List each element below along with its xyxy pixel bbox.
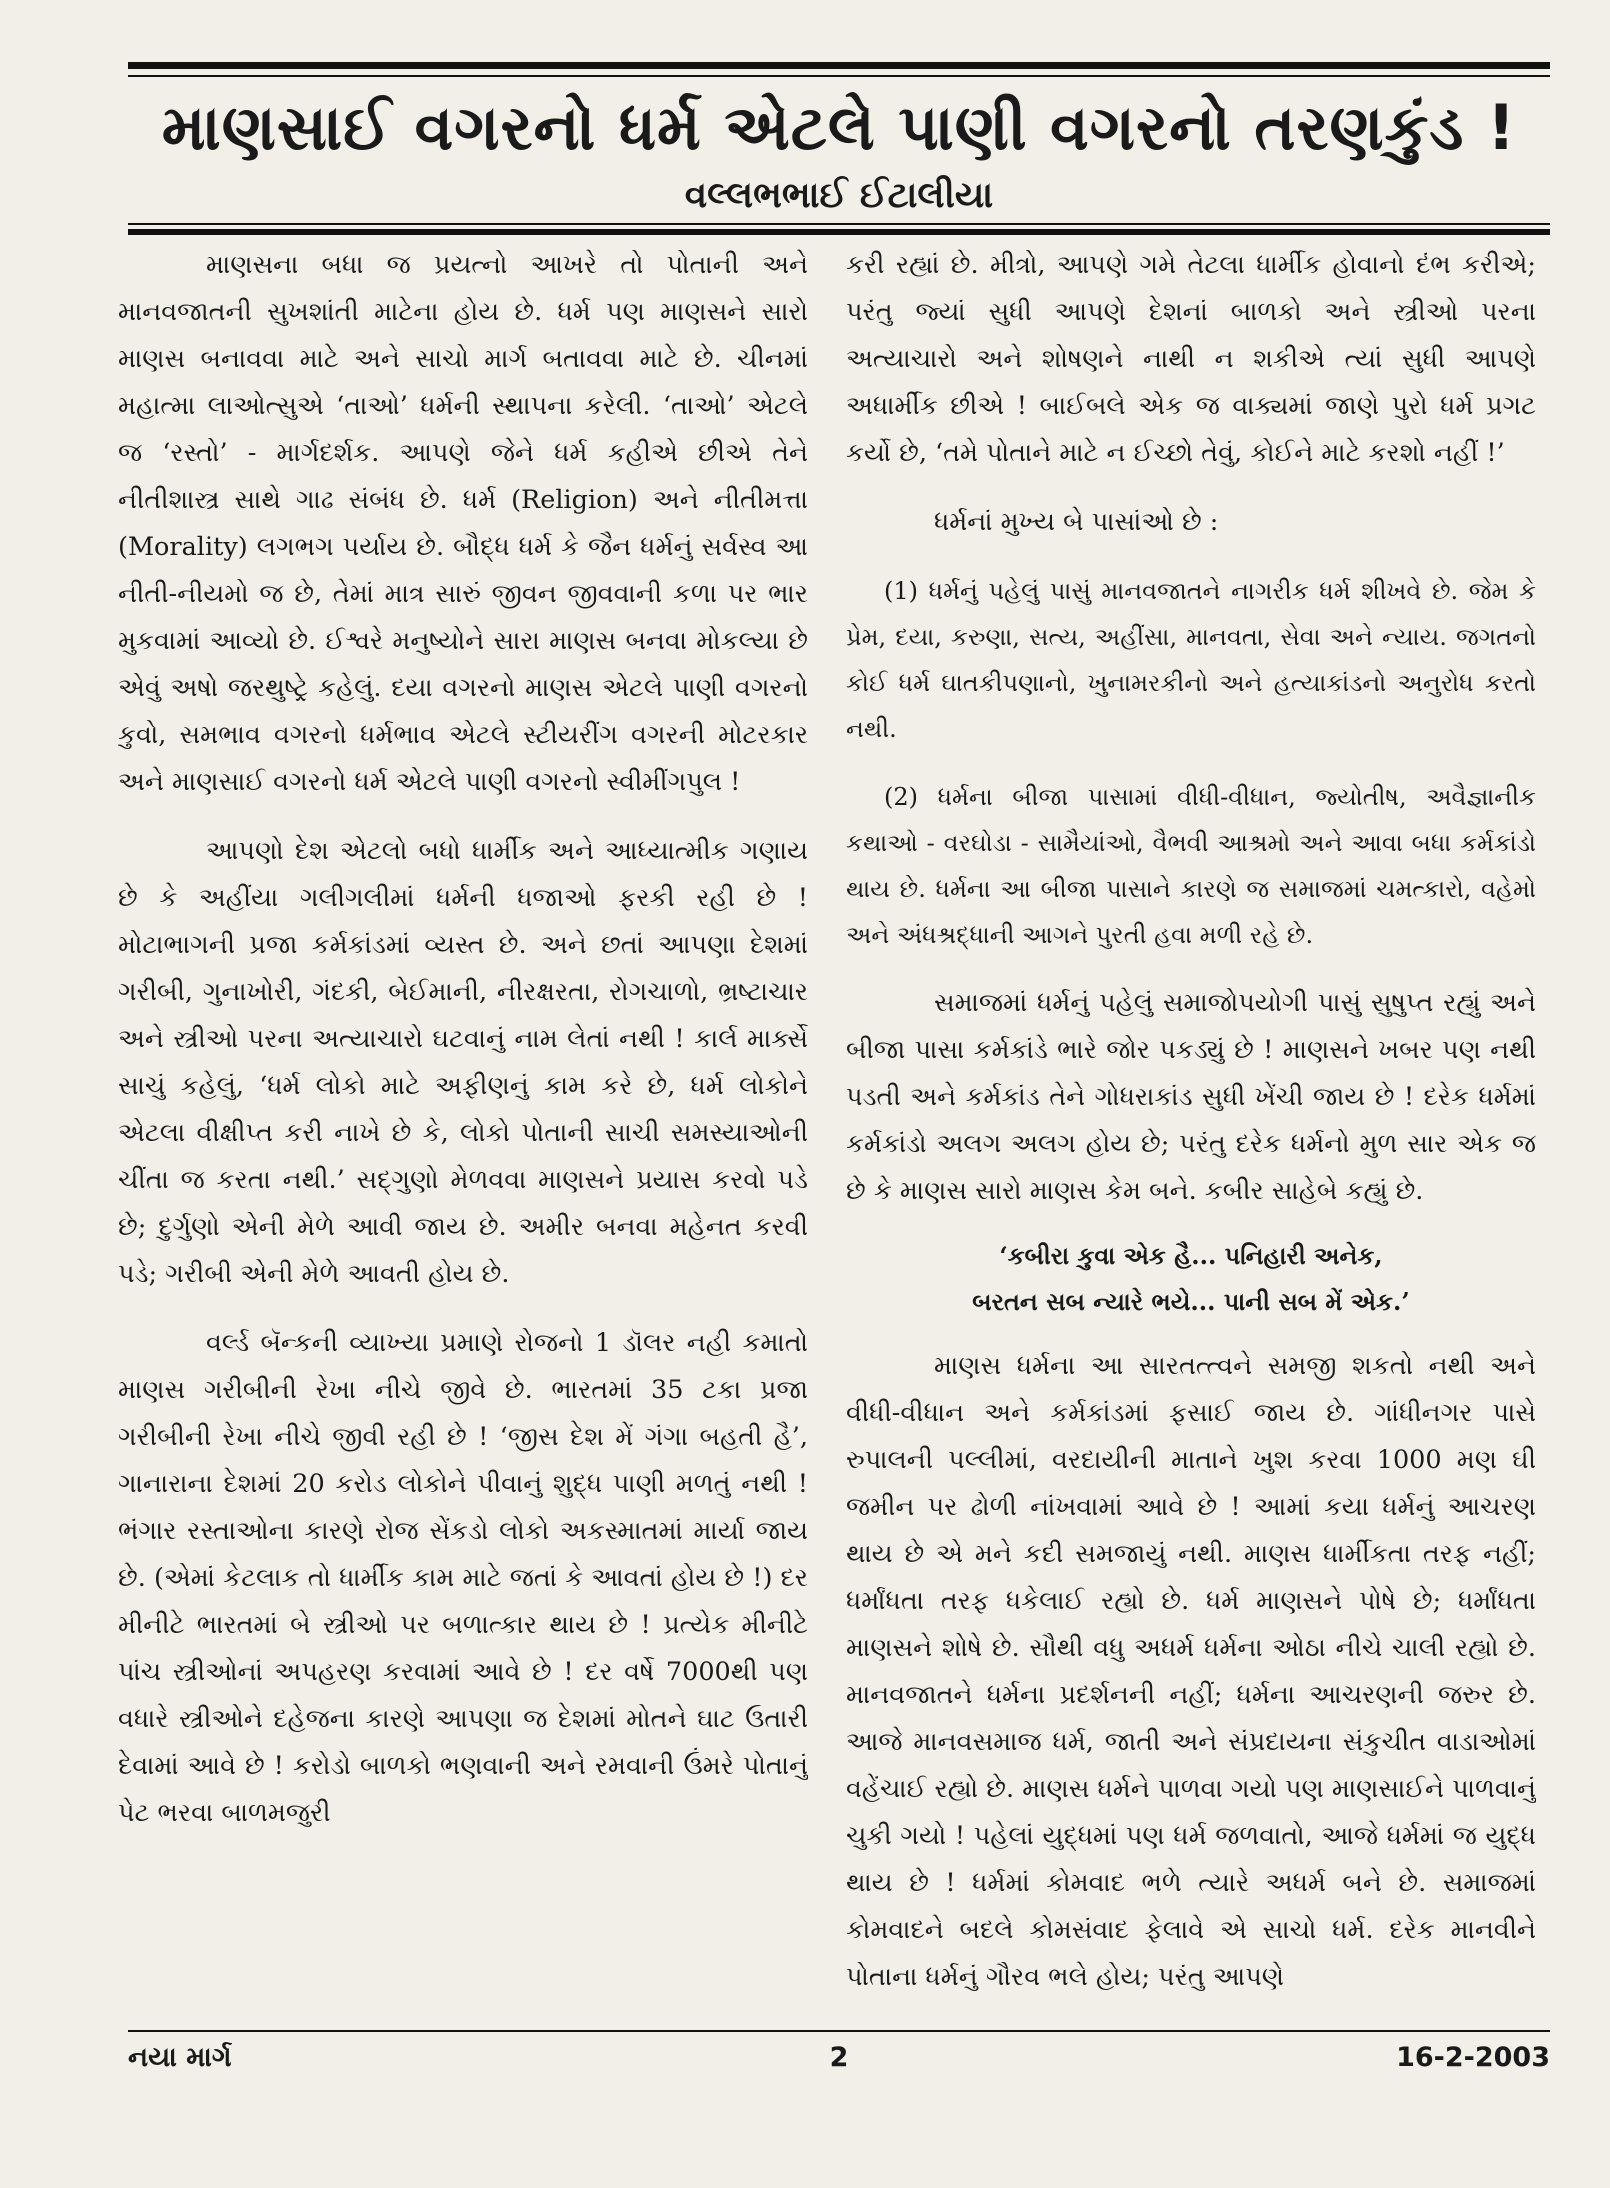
paragraph-country: આપણો દેશ એટલો બધો ધાર્મીક અને આધ્યાત્મીક ગણાય છે કે અહીંયા ગલીગલીમાં ધર્મની ધજાઓ ફરકી રહી છે ! મોટાભાગની પ્રજા કર્મકાંડમાં વ્યસ્ત છે. અને છતાં આપણા દેશમાં ગરીબી, ગુનાખોરી, ગંદકી, બેઈમાની, નીરક્ષરતા, રોગચાળો, ભ્રષ્ટાચાર અને સ્ત્રીઓ પરના અત્યાચારો ઘટવાનું નામ લેતાં નથી ! કાર્લ માર્ક્સે સાચું કહેલું, ‘ધર્મ લોકો માટે અફીણનું કામ કરે છે, ધર્મ લોકોને એટલા વીક્ષીપ્ત કરી નાખે છે કે, લોકો પોતાની સાચી સમસ્યાઓની ચીંતા જ કરતા નથી.’ સદ્‌ગુણો મેળવવા માણસને પ્રયાસ કરવો પડે છે; દુર્ગુણો એની મેળે આવી જાય છે. અમીર બનવા મહેનત કરવી પડે; ગરીબી એની મેળે આવતી હોય છે. <box>118 836 808 1289</box>
right-column <box>846 242 1536 2022</box>
title-rule-thick <box>128 229 1550 235</box>
article-title: માણસાઈ વગરનો ધર્મ એટલે પાણી વગરનો તરણકુંડ ! <box>161 91 1517 164</box>
paragraph-essence: માણસ ધર્મના આ સારતત્ત્વને સમજી શકતો નથી અને વીધી-વીધાન અને કર્મકાંડમાં ફસાઈ જાય છે. ગાંધીનગર પાસે રુપાલની પલ્લીમાં, વરદાયીની માતાને ખુશ કરવા 1000 મણ ઘી જમીન પર ઢોળી નાંખવામાં આવે છે ! આમાં કયા ધર્મનું આચરણ થાય છે એ મને કદી સમજાયું નથી. માણસ ધાર્મીકતા તરફ નહીં; ધર્માંધતા તરફ ધકેલાઈ રહ્યો છે. ધર્મ માણસને પોષે છે; ધર્માંધતા માણસને શોષે છે. સૌથી વધુ અધર્મ ધર્મના ઓઠા નીચે ચાલી રહ્યો છે. માનવજાતને ધર્મના પ્રદર્શનની નહીં; ધર્મના આચરણની જરુર છે. આજે માનવસમાજ ધર્મ, જાતી અને સંપ્રદાયના સંકુચીત વાડાઓમાં વહેંચાઈ રહ્યો છે. માણસ ધર્મને પાળવા ગયો પણ માણસાઈને પાળવાનું ચુકી ગયો ! પહેલાં યુદ્ધમાં પણ ધર્મ જળવાતો, આજે ધર્મમાં જ યુદ્ધ થાય છે ! ધર્મમાં કોમવાદ ભળે ત્યારે અધર્મ બને છે. સમાજમાં કોમવાદને બદલે કોમસંવાદ ફેલાવે એ સાચો ધર્મ. દરેક માનવીને પોતાના ધર્મનું ગૌરવ ભલે હોય; પરંતુ આપણે <box>846 1351 1536 1992</box>
page-number: 2 <box>829 2042 849 2073</box>
publication-name: નયા માર્ગ <box>128 2042 232 2073</box>
top-rule-thin <box>128 75 1550 77</box>
footer-rule <box>128 2030 1550 2032</box>
quote-line: ‘કબીરા કુવા એક હૈ... પનિહારી અનેક, <box>999 1241 1383 1270</box>
paragraph-society: સમાજમાં ધર્મનું પહેલું સમાજોપયોગી પાસું સુષુપ્ત રહ્યું અને બીજા પાસા કર્મકાંડે ભારે જોર પકડ્યું છે ! માણસને ખબર પણ નથી પડતી અને કર્મકાંડ તેને ગોધરાકાંડ સુધી ખેંચી જાય છે ! દરેક ધર્મમાં કર્મકાંડો અલગ અલગ હોય છે; પરંતુ દરેક ધર્મનો મુળ સાર એક જ છે કે માણસ સારો માણસ કેમ બને. કબીર સાહેબે કહ્યું છે. <box>846 988 1536 1206</box>
list-item-aspect-1: (1) ધર્મનું પહેલું પાસું માનવજાતને નાગરીક ધર્મ શીખવે છે. જેમ કે પ્રેમ, દયા, કરુણા, સત્ય, અહીંસા, માનવતા, સેવા અને ન્યાય. જગતનો કોઈ ધર્મ ઘાતકીપણાનો, ખુનામરકીનો અને હત્યાકાંડનો અનુરોધ કરતો નથી. <box>846 577 1536 743</box>
paragraph-continuation: કરી રહ્યાં છે. મીત્રો, આપણે ગમે તેટલા ધાર્મીક હોવાનો દંભ કરીએ; પરંતુ જ્યાં સુધી આપણે દેશનાં બાળકો અને સ્ત્રીઓ પરના અત્યાચારો અને શોષણને નાથી ન શકીએ ત્યાં સુધી આપણે અધાર્મીક છીએ ! બાઈબલે એક જ વાક્યમાં જાણે પુરો ધર્મ પ્રગટ કર્યો છે, ‘તમે પોતાને માટે ન ઈચ્છો તેવું, કોઈને માટે કરશો નહીં !’ <box>846 250 1536 468</box>
kabir-quote <box>846 1233 1536 1325</box>
issue-date: 16-2-2003 <box>1396 2042 1550 2073</box>
paragraph-two-aspects: ધર્મનાં મુખ્ય બે પાસાંઓ છે : <box>934 507 1219 537</box>
quote-line: બરતન સબ ન્યારે ભયે... પાની સબ મેં એક.’ <box>972 1287 1410 1316</box>
paragraph-worldbank: વર્લ્ડ બૅન્કની વ્યાખ્યા પ્રમાણે રોજનો 1 ડૉલર નહી કમાતો માણસ ગરીબીની રેખા નીચે જીવે છે. ભારતમાં 35 ટકા પ્રજા ગરીબીની રેખા નીચે જીવી રહી છે ! ‘જીસ દેશ મેં ગંગા બહતી હૈ’, ગાનારાના દેશમાં 20 કરોડ લોકોને પીવાનું શુદ્ધ પાણી મળતું નથી ! ભંગાર રસ્તાઓના કારણે રોજ સેંકડો લોકો અકસ્માતમાં માર્યા જાય છે. (એમાં કેટલાક તો ધાર્મીક કામ માટે જતાં કે આવતાં હોય છે !) દર મીનીટે ભારતમાં બે સ્ત્રીઓ પર બળાત્કાર થાય છે ! પ્રત્યેક મીનીટે પાંચ સ્ત્રીઓનાં અપહરણ કરવામાં આવે છે ! દર વર્ષે 7000થી પણ વધારે સ્ત્રીઓને દહેજના કારણે આપણા જ દેશમાં મોતને ઘાટ ઉતારી દેવામાં આવે છે ! કરોડો બાળકો ભણવાની અને રમવાની ઉંમરે પોતાનું પેટ ભરવા બાળમજુરી <box>118 1328 808 1828</box>
left-column <box>118 242 808 2022</box>
paragraph-intro: માણસના બધા જ પ્રયત્નો આખરે તો પોતાની અને માનવજાતની સુખશાંતી માટેના હોય છે. ધર્મ પણ માણસને સારો માણસ બનાવવા માટે અને સાચો માર્ગ બતાવવા માટે છે. ચીનમાં મહાત્મા લાઓત્સુએ ‘તાઓ’ ધર્મની સ્થાપના કરેલી. ‘તાઓ’ એટલે જ ‘રસ્તો’ - માર્ગદર્શક. આપણે જેને ધર્મ કહીએ છીએ તેને નીતીશાસ્ત્ર સાથે ગાઢ સંબંધ છે. ધર્મ (Religion) અને નીતીમત્તા (Morality) લગભગ પર્યાય છે. બૌદ્ધ ધર્મ કે જૈન ધર્મનું સર્વસ્વ આ નીતી-નીયમો જ છે, તેમાં માત્ર સારું જીવન જીવવાની કળા પર ભાર મુકવામાં આવ્યો છે. ઈશ્વરે મનુષ્યોને સારા માણસ બનવા મોકલ્યા છે એવું અષો જરથુષ્ટ્રે કહેલું. દયા વગરનો માણસ એટલે પાણી વગરનો કુવો, સમભાવ વગરનો ધર્મભાવ એટલે સ્ટીયરીંગ વગરની મોટરકાર અને માણસાઈ વગરનો ધર્મ એટલે પાણી વગરનો સ્વીમીંગપુલ ! <box>118 250 808 797</box>
list-item-aspect-2: (2) ધર્મના બીજા પાસામાં વીધી-વીધાન, જ્યોતીષ, અવૈજ્ઞાનીક કથાઓ - વરઘોડા - સામૈયાંઓ, વૈભવી આશ્રમો અને આવા બધા કર્મકાંડો થાય છે. ધર્મના આ બીજા પાસાને કારણે જ સમાજમાં ચમત્કારો, વહેમો અને અંધશ્રદ્ધાની આગને પુરતી હવા મળી રહે છે. <box>846 783 1536 949</box>
page-footer <box>128 2042 1550 2092</box>
article-author: વલ્લભભાઈ ઈટાલીયા <box>684 175 994 216</box>
title-rule-thin <box>128 223 1550 225</box>
top-rule-thick <box>128 62 1550 69</box>
